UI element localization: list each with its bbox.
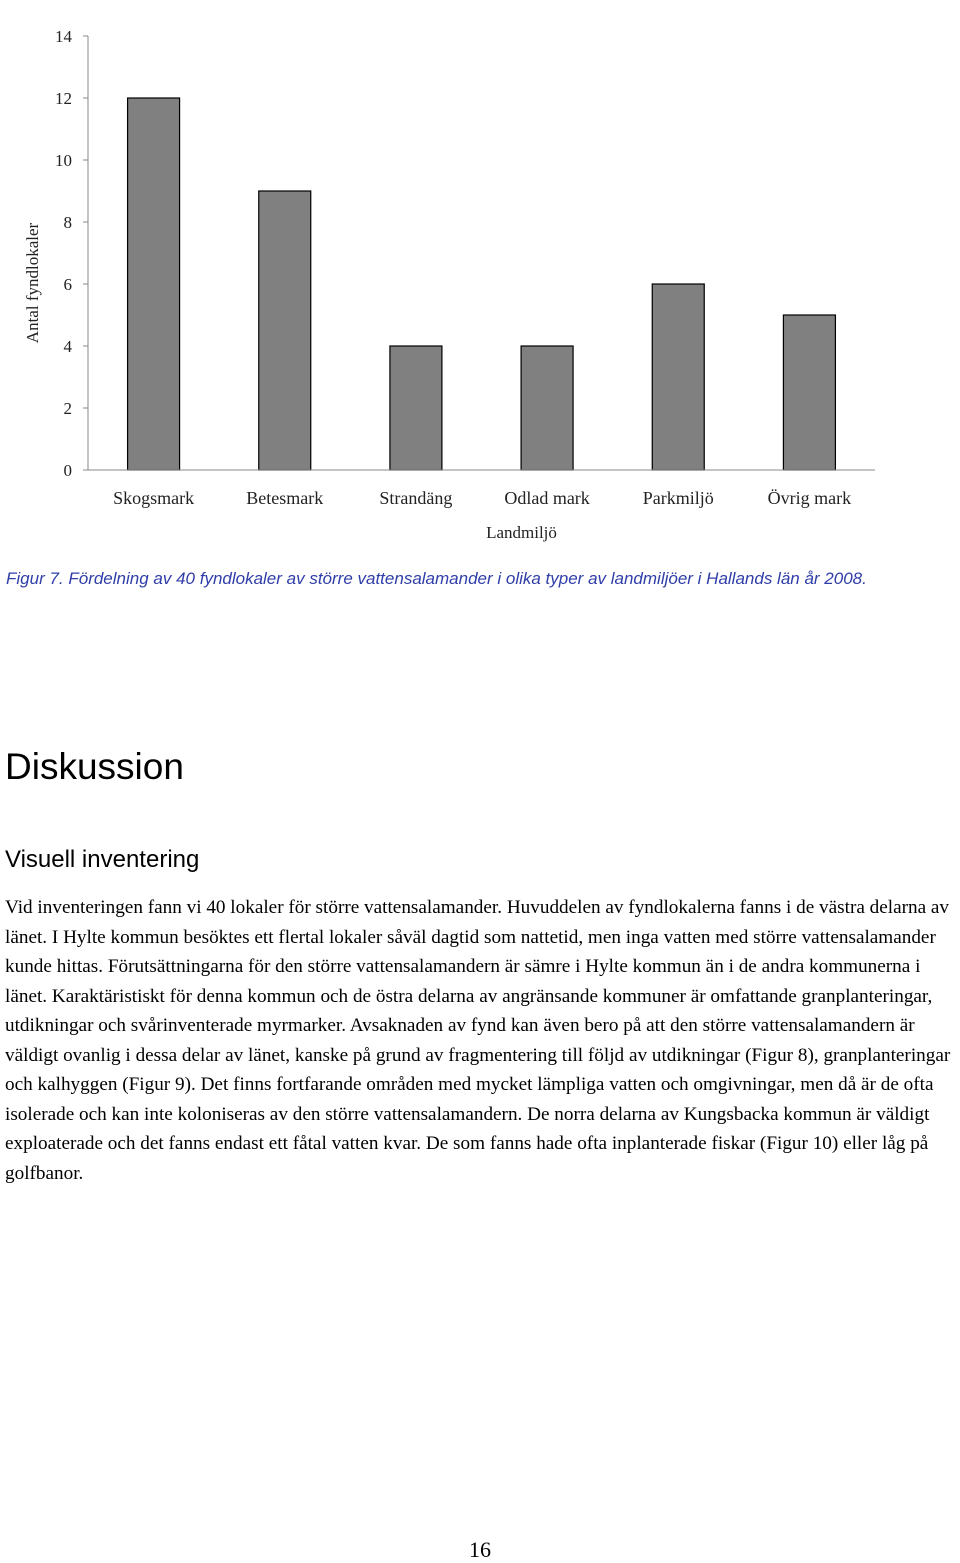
subsection-heading: Visuell inventering xyxy=(5,846,200,873)
bar-strandäng xyxy=(390,346,442,470)
bar-chart xyxy=(0,0,900,555)
figure-caption: Figur 7. Fördelning av 40 fyndlokaler av större vattensalamander i olika typer av landmiljöer i Hallands län år 2008. xyxy=(6,569,867,588)
bar-chart-figure xyxy=(0,0,900,555)
y-tick-label: 8 xyxy=(63,213,72,232)
body-paragraph: Vid inventeringen fann vi 40 lokaler för större vattensalamander. Huvuddelen av fyndlokalerna fanns i de västra delarna av länet. I Hylte kommun besöktes ett flertal lokaler såväl dagtid som nattetid, men inga vatten med större vattensalamander kunde hittas. Förutsättningarna för den större vattensalamandern är sämre i Hylte kommun än i de andra kommunerna i länet. Karaktäristiskt för denna kommun och de östra delarna av angränsande kommuner är omfattande granplanteringar, utdikningar och svårinventerade myrmarker. Avsaknaden av fynd kan även bero på att den större vattensalamandern är väldigt ovanlig i dessa delar av länet, kanske på grund av fragmentering till följd av utdikningar (Figur 8), granplanteringar och kalhyggen (Figur 9). Det finns fortfarande områden med mycket lämpliga vatten och omgivningar, men då är de ofta isolerade och kan inte koloniseras av den större vattensalamandern. De norra delarna av Kungsbacka kommun är väldigt exploaterade och det fanns endast ett fåtal vatten kvar. De som fanns hade ofta inplanterade fiskar (Figur 10) eller låg på golfbanor. xyxy=(5,897,951,1184)
bar-parkmiljö xyxy=(652,284,704,470)
x-axis-title: Landmiljö xyxy=(486,523,557,542)
y-tick-label: 2 xyxy=(63,399,72,418)
y-tick-label: 4 xyxy=(63,337,72,356)
x-category-label: Parkmiljö xyxy=(642,488,714,508)
x-category-label: Strandäng xyxy=(379,488,453,508)
y-tick-label: 14 xyxy=(55,27,72,46)
y-tick-label: 10 xyxy=(55,151,72,170)
x-category-label: Odlad mark xyxy=(504,488,590,508)
y-axis-title: Antal fyndlokaler xyxy=(23,222,42,344)
x-category-label: Skogsmark xyxy=(113,488,195,508)
y-tick-label: 0 xyxy=(63,461,72,480)
page-number: 16 xyxy=(469,1537,491,1562)
bar-skogsmark xyxy=(128,98,180,470)
bar-betesmark xyxy=(259,191,311,470)
section-heading: Diskussion xyxy=(5,746,184,787)
x-category-label: Betesmark xyxy=(246,488,324,508)
x-category-label: Övrig mark xyxy=(767,488,852,508)
y-tick-label: 6 xyxy=(63,275,72,294)
y-tick-label: 12 xyxy=(55,89,72,108)
bar-övrig-mark xyxy=(783,315,835,470)
bar-odlad-mark xyxy=(521,346,573,470)
